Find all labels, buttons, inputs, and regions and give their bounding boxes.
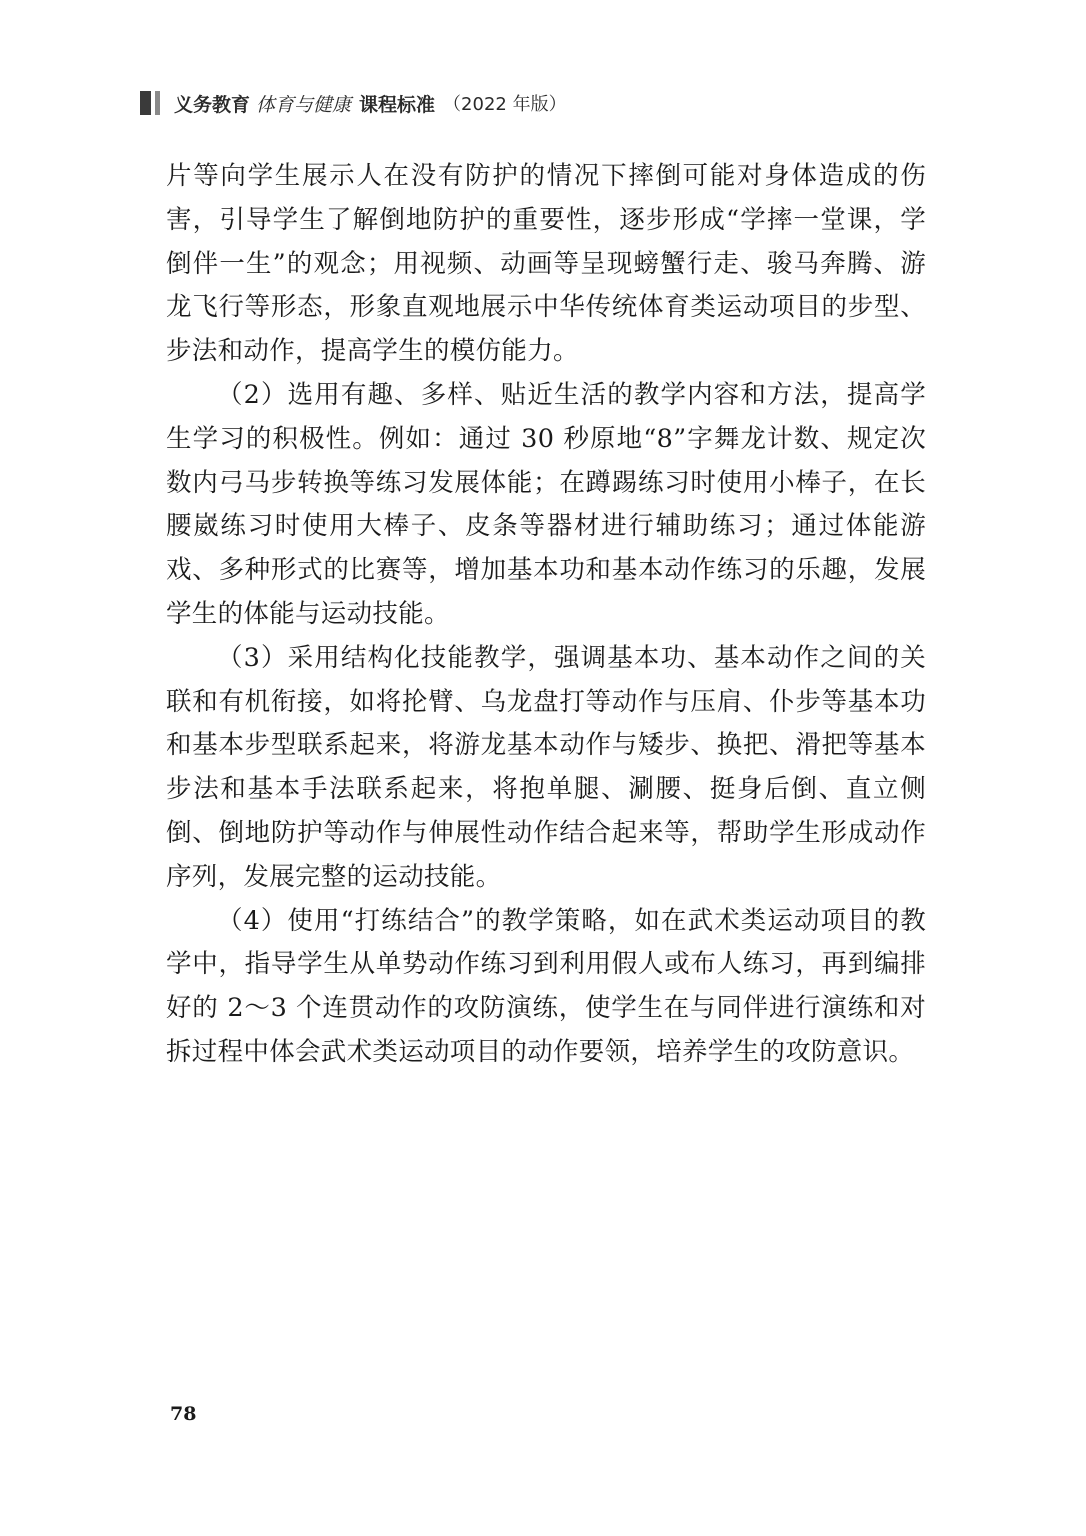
paragraph-item-4: （4）使用“打练结合”的教学策略，如在武术类运动项目的教学中，指导学生从单势动作练习到利用假人或布人练习，再到编排好的 2～3 个连贯动作的攻防演练，使学生在与同伴进行演练和对拆过程中体会武术类运动项目的动作要领，培养学生的攻防意识。 [166,905,926,1067]
running-header [140,88,567,118]
paragraph-item-3: （3）采用结构化技能教学，强调基本功、基本动作之间的关联和有机衔接，如将抡臂、乌龙盘打等动作与压肩、仆步等基本功和基本步型联系起来，将游龙基本动作与矮步、换把、滑把等基本步法和基本手法联系起来，将抱单腿、涮腰、挺身后倒、直立侧倒、倒地防护等动作与伸展性动作结合起来等，帮助学生形成动作序列，发展完整的运动技能。 [166,642,926,892]
paragraph-item-2: （2）选用有趣、多样、贴近生活的教学内容和方法，提高学生学习的积极性。例如：通过 30 秒原地“8”字舞龙计数、规定次数内弓马步转换等练习发展体能；在蹲踢练习时使用小棒子，在长腰崴练习时使用大棒子、皮条等器材进行辅助练习；通过体能游戏、多种形式的比赛等，增加基本功和基本动作练习的乐趣，发展学生的体能与运动技能。 [166,379,926,629]
header-bar-mark-thick [140,91,151,115]
header-subject: 体育与健康 [256,93,352,116]
body-text [166,155,926,1075]
header-edition: （2022 年版） [443,94,567,115]
header-standard: 课程标准 [359,93,436,116]
page-number: 78 [170,1403,197,1425]
paragraph-continued: 片等向学生展示人在没有防护的情况下摔倒可能对身体造成的伤害，引导学生了解倒地防护的重要性，逐步形成“学摔一堂课，学倒伴一生”的观念；用视频、动画等呈现螃蟹行走、骏马奔腾、游龙飞行等形态，形象直观地展示中华传统体育类运动项目的步型、步法和动作，提高学生的模仿能力。 [166,161,926,367]
header-bar-mark-thin [155,91,160,115]
header-bar-marks [140,91,160,115]
header-series: 义务教育 [174,93,251,116]
